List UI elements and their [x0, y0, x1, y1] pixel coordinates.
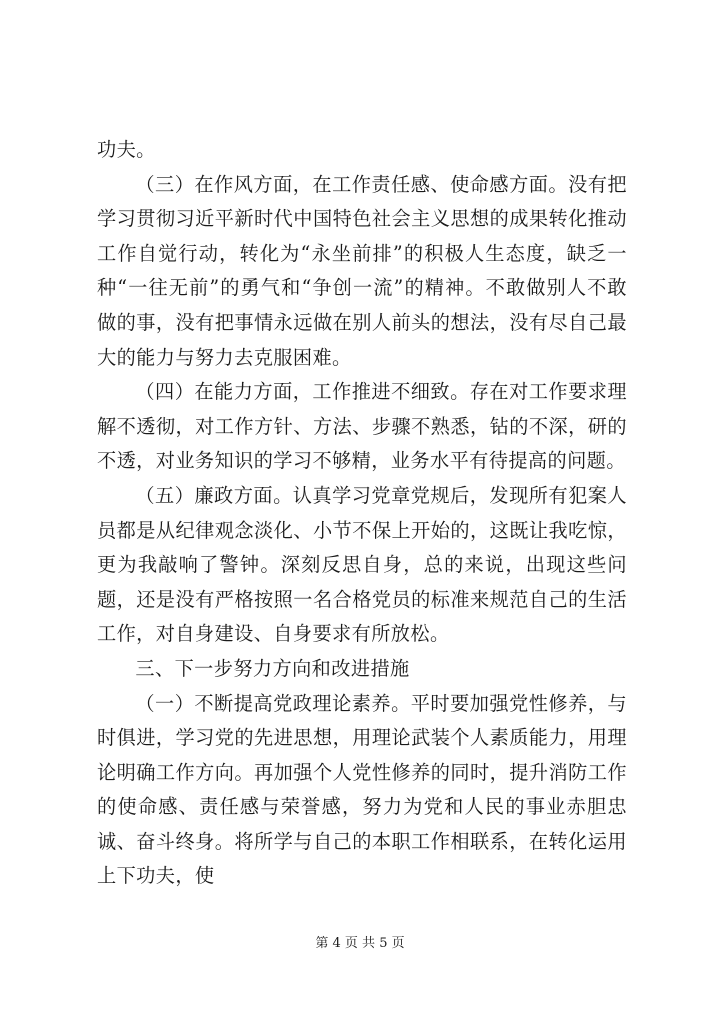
paragraph-section-3-work-style: （三）在作风方面，在工作责任感、使命感方面。没有把学习贯彻习近平新时代中国特色社会主义思想的成果转化推动工作自觉行动，转化为“永坐前排”的积极人生态度，缺乏一种“一往无前”的勇气和“争创一流”的精神。不敢做别人不敢做的事，没有把事情永远做在别人前头的想法，没有尽自己最大的能力与努力去克服困难。	[97, 172, 627, 369]
paragraph-measure-1-theory: （一）不断提高党政理论素养。平时要加强党性修养，与时俱进，学习党的先进思想，用理论武装个人素质能力，用理论明确工作方向。再加强个人党性修养的同时，提升消防工作的使命感、责任感与荣誉感，努力为党和人民的事业赤胆忠诚、奋斗终身。将所学与自己的本职工作相联系，在转化运用上下功夫，使	[97, 691, 627, 888]
paragraph-continuation: 功夫。	[97, 138, 156, 161]
section-heading-next-steps: 三、下一步努力方向和改进措施	[135, 656, 410, 680]
paragraph-section-5-integrity: （五）廉政方面。认真学习党章党规后，发现所有犯案人员都是从纪律观念淡化、小节不保上开始的，这既让我吃惊，更为我敲响了警钟。深刻反思自身，总的来说，出现这些问题，还是没有严格按照一名合格党员的标准来规范自己的生活工作，对自身建设、自身要求有所放松。	[97, 483, 627, 646]
page-footer: 第 4 页 共 5 页	[315, 936, 405, 951]
document-body	[97, 133, 627, 894]
paragraph-section-4-ability: （四）在能力方面，工作推进不细致。存在对工作要求理解不透彻，对工作方针、方法、步骤不熟悉，钻的不深，研的不透，对业务知识的学习不够精，业务水平有待提高的问题。	[97, 380, 627, 473]
